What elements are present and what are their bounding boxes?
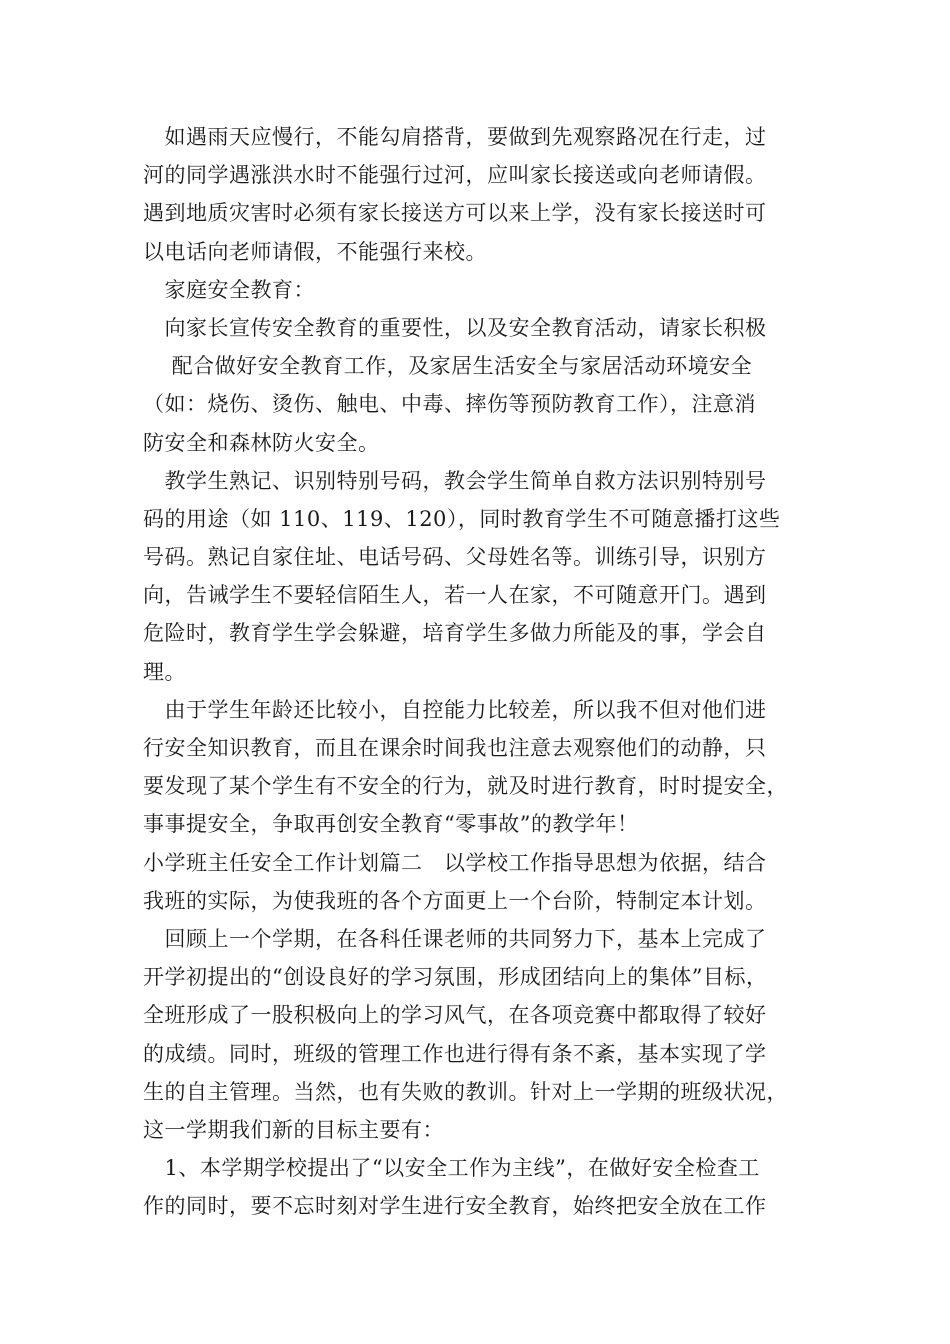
text-line: 以电话向老师请假，不能强行来校。 [143, 239, 487, 264]
text-line: 号码。熟记自家住址、电话号码、父母姓名等。训练引导，识别方 [143, 545, 767, 570]
text-line: 的成绩。同时，班级的管理工作也进行得有条不紊，基本实现了学 [143, 1041, 767, 1066]
text-line: 河的同学遇涨洪水时不能强行过河，应叫家长接送或向老师请假。 [143, 163, 767, 188]
text-line: 由于学生年龄还比较小，自控能力比较差，所以我不但对他们进 [143, 697, 767, 722]
text-line: 码的用途（如 110、119、120），同时教育学生不可随意播打这些 [143, 506, 781, 531]
text-line: （如：烧伤、烫伤、触电、中毒、摔伤等预防教育工作），注意消 [143, 392, 756, 417]
text-line: 向，告诫学生不要轻信陌生人，若一人在家，不可随意开门。遇到 [143, 583, 767, 608]
text-line: 遇到地质灾害时必须有家长接送方可以来上学，没有家长接送时可 [143, 201, 767, 226]
text-line: 作的同时，要不忘时刻对学生进行安全教育，始终把安全放在工作 [143, 1194, 767, 1219]
text-line: 配合做好安全教育工作，及家居生活安全与家居活动环境安全 [143, 354, 753, 379]
text-line: 如遇雨天应慢行，不能勾肩搭背，要做到先观察路况在行走，过 [143, 125, 767, 149]
section-heading: 家庭安全教育： [143, 277, 315, 302]
text-line: 事事提安全，争取再创安全教育“零事故”的教学年！ [143, 812, 639, 837]
text-line: 防安全和森林防火安全。 [143, 430, 380, 455]
section-title-line: 小学班主任安全工作计划篇二 以学校工作指导思想为依据，结合 [143, 850, 767, 875]
document-body [143, 118, 813, 1225]
text-line: 我班的实际，为使我班的各个方面更上一个台阶，特制定本计划。 [143, 888, 767, 913]
text-line: 向家长宣传安全教育的重要性，以及安全教育活动，请家长积极 [143, 315, 767, 340]
text-line: 开学初提出的“创设良好的学习氛围，形成团结向上的集体”目标， [143, 965, 768, 990]
text-line: 全班形成了一股积极向上的学习风气，在各项竞赛中都取得了较好 [143, 1003, 767, 1028]
text-line: 教学生熟记、识别特别号码，教会学生简单自救方法识别特别号 [143, 468, 767, 493]
text-line: 这一学期我们新的目标主要有： [143, 1117, 444, 1142]
text-line: 危险时，教育学生学会躲避，培育学生多做力所能及的事，学会自 [143, 621, 767, 646]
text-line: 要发现了某个学生有不安全的行为，就及时进行教育，时时提安全， [143, 774, 788, 799]
text-line: 1、本学期学校提出了“以安全工作为主线”，在做好安全检查工 [143, 1156, 760, 1181]
text-line: 生的自主管理。当然，也有失败的教训。针对上一学期的班级状况， [143, 1079, 788, 1104]
text-line: 行安全知识教育，而且在课余时间我也注意去观察他们的动静，只 [143, 736, 767, 760]
text-line: 理。 [143, 659, 186, 684]
text-line: 回顾上一个学期，在各科任课老师的共同努力下，基本上完成了 [143, 926, 767, 951]
